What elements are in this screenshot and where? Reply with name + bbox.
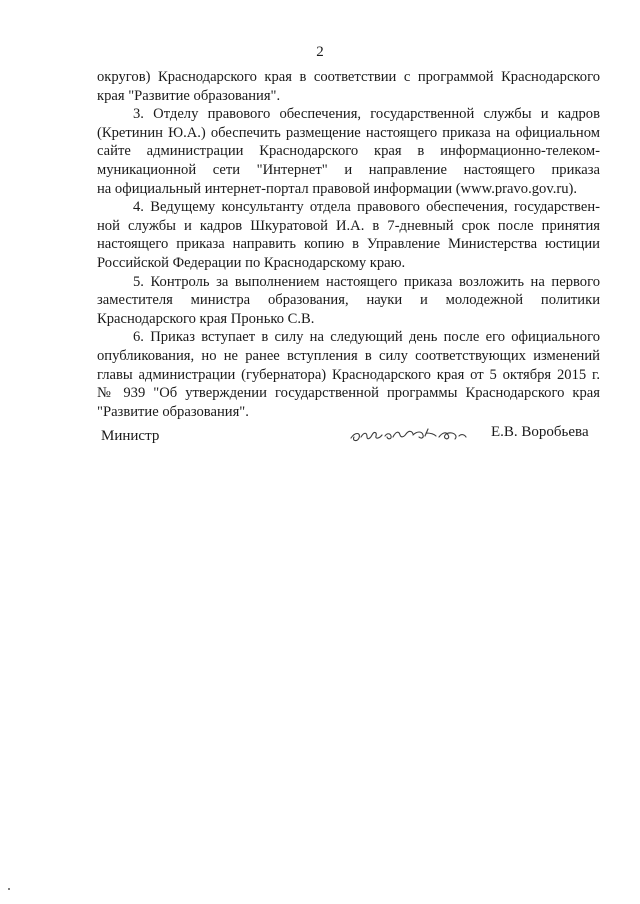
text-line: главы администрации (губернатора) Краснодарского края от 5 октября 2015 г. xyxy=(97,366,600,383)
paragraph-6-first-line: 6. Приказ вступает в силу на следующий день после его официального xyxy=(133,329,600,346)
handwritten-signature xyxy=(347,420,477,446)
scan-speck xyxy=(8,888,10,890)
paragraph-3-first-line: 3. Отделу правового обеспечения, государственной службы и кадров xyxy=(133,106,600,123)
text-line: заместителя министра образования, науки и молодежной политики xyxy=(97,292,600,309)
text-line: "Развитие образования". xyxy=(97,403,249,420)
signer-name: Е.В. Воробьева xyxy=(491,424,589,440)
text-line: муникационной сети "Интернет" и направление настоящего приказа xyxy=(97,161,600,178)
page-number: 2 xyxy=(316,44,324,60)
text-line: опубликования, но не ранее вступления в силу соответствующих изменений xyxy=(97,347,600,364)
paragraph-4-first-line: 4. Ведущему консультанту отдела правового обеспечения, государствен- xyxy=(133,199,600,216)
text-line: Краснодарского края Пронько С.В. xyxy=(97,310,315,327)
text-line: ной службы и кадров Шкуратовой И.А. в 7-дневный срок после принятия xyxy=(97,217,600,234)
text-line: края "Развитие образования". xyxy=(97,87,281,104)
text-line: Российской Федерации по Краснодарскому краю. xyxy=(97,254,406,271)
signature-block xyxy=(97,420,600,450)
text-line: сайте администрации Краснодарского края в информационно-телеком- xyxy=(97,143,600,160)
text-line: настоящего приказа направить копию в Управление Министерства юстиции xyxy=(97,236,600,253)
text-line: № 939 "Об утверждении государственной программы Краснодарского края xyxy=(97,385,600,402)
text-line: на официальный интернет-портал правовой информации (www.pravo.gov.ru). xyxy=(97,180,578,197)
text-line: округов) Краснодарского края в соответствии с программой Краснодарского xyxy=(97,69,600,85)
document-body xyxy=(97,68,600,421)
signer-title: Министр xyxy=(101,428,160,444)
paragraph-5-first-line: 5. Контроль за выполнением настоящего приказа возложить на первого xyxy=(133,273,600,290)
text-line: (Кретинин Ю.А.) обеспечить размещение настоящего приказа на официальном xyxy=(97,124,600,141)
